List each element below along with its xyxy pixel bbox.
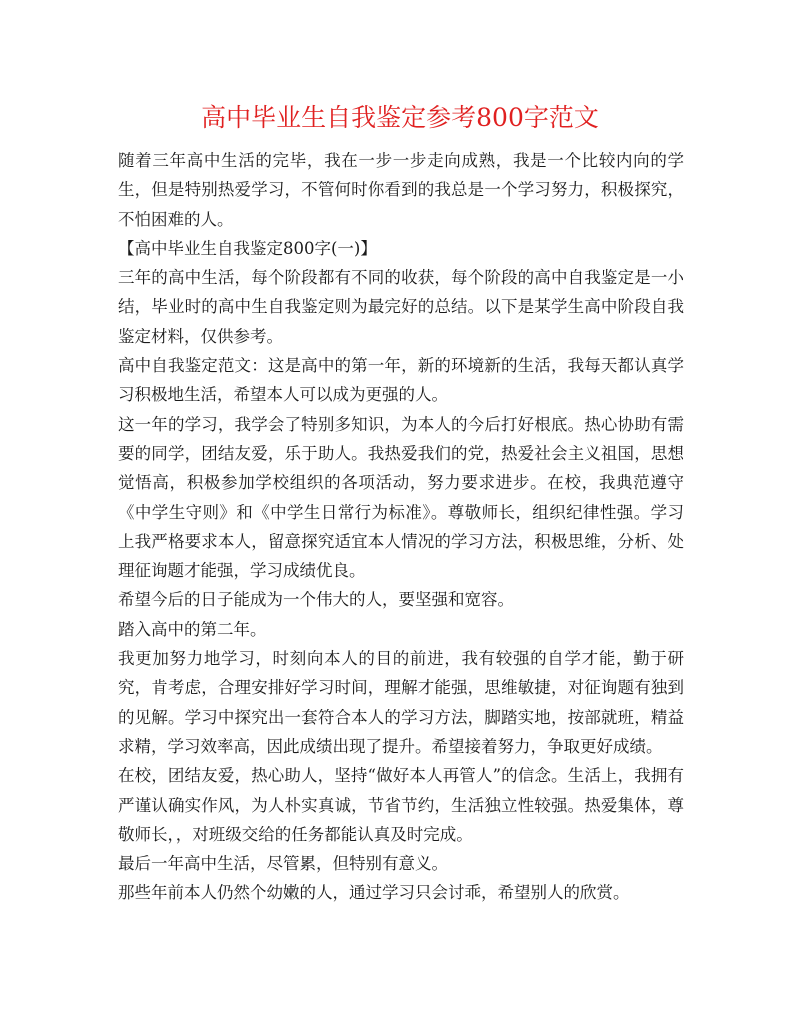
paragraph: 这一年的学习，我学会了特别多知识，为本人的今后打好根底。热心协助有需要的同学，团结友爱，乐于助人。我热爱我们的党，热爱社会主义祖国，思想觉悟高，积极参加学校组织的各项活动，努力要求进步。在校，我典范遵守《中学生守则》和《中学生日常行为标准》。尊敬师长，组织纪律性强。学习上我严格要求本人，留意探究适宜本人情况的学习方法，积极思维，分析、处理征询题才能强，学习成绩优良。 (118, 414, 684, 581)
paragraph: 在校，团结友爱，热心助人，坚持“做好本人再管人”的信念。生活上，我拥有严谨认确实作风，为人朴实真诚，节省节约，生活独立性较强。热爱集体，尊敬师长，，对班级交给的任务都能认真及时完成。 (118, 766, 684, 844)
paragraph: 高中自我鉴定范文：这是高中的第一年，新的环境新的生活，我每天都认真学习积极地生活，希望本人可以成为更强的人。 (118, 356, 684, 405)
paragraph: 三年的高中生活，每个阶段都有不同的收获，每个阶段的高中自我鉴定是一小结，毕业时的高中生自我鉴定则为最完好的总结。以下是某学生高中阶段自我鉴定材料，仅供参考。 (118, 268, 684, 346)
paragraph: 踏入高中的第二年。 (118, 619, 267, 639)
paragraph-intro: 随着三年高中生活的完毕，我在一步一步走向成熟，我是一个比较内向的学生，但是特别热爱学习，不管何时你看到的我总是一个学习努力，积极探究，不怕困难的人。 (118, 151, 684, 229)
section-heading: 【高中毕业生自我鉴定800字(一)】 (118, 238, 377, 258)
document-body (118, 146, 684, 908)
paragraph: 我更加努力地学习，时刻向本人的目的前进，我有较强的自学才能，勤于研究，肯考虑，合理安排好学习时间，理解才能强，思维敏捷，对征询题有独到的见解。学习中探究出一套符合本人的学习方法，脚踏实地，按部就班，精益求精，学习效率高，因此成绩出现了提升。希望接着努力，争取更好成绩。 (118, 649, 684, 756)
paragraph: 那些年前本人仍然个幼嫩的人，通过学习只会讨乖，希望别人的欣赏。 (118, 883, 630, 903)
paragraph: 希望今后的日子能成为一个伟大的人，要坚强和宽容。 (118, 590, 514, 610)
document-title: 高中毕业生自我鉴定参考800字范文 (201, 103, 599, 132)
paragraph: 最后一年高中生活，尽管累，但特别有意义。 (118, 854, 448, 874)
